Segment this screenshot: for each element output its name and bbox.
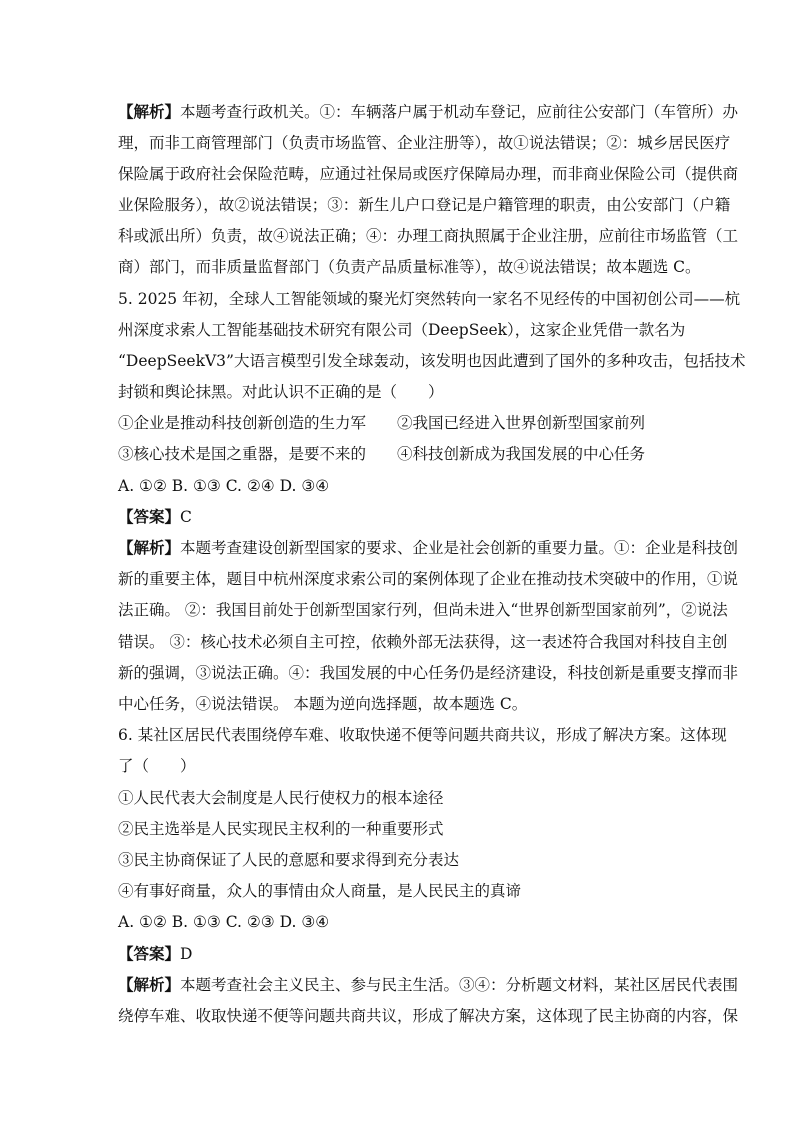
- answer-q5: 【答案】C: [118, 507, 192, 526]
- question-5-choices: A. ①② B. ①③ C. ②④ D. ③④: [118, 477, 330, 495]
- question-6-line-2: 了（ ）: [118, 757, 196, 775]
- analysis-q4-line-5: 科或派出所）负责，故④说法正确；④：办理工商执照属于企业注册，应前往市场监管（工: [118, 227, 739, 245]
- question-5-options-row-2: ③核心技术是国之重器，是要不来的 ④科技创新成为我国发展的中心任务: [118, 445, 646, 463]
- analysis-q5-line-6: 中心任务，④说法错误。 本题为逆向选择题，故本题选 C。: [118, 695, 528, 713]
- question-5-line-1: 5. 2025 年初，全球人工智能领域的聚光灯突然转向一家名不见经传的中国初创公司——杭: [118, 290, 741, 308]
- question-5-line-3: “DeepSeekV3”大语言模型引发全球轰动，该发明也因此遭到了国外的多种攻击，包括技术: [118, 352, 746, 370]
- question-6-option-1: ①人民代表大会制度是人民行使权力的根本途径: [118, 789, 444, 807]
- analysis-q6-line-1: 【解析】本题考查社会主义民主、参与民主生活。③④：分析题文材料，某社区居民代表围: [118, 975, 739, 994]
- section-label: 【解析】: [118, 975, 181, 994]
- analysis-q5-line-5: 新的强调，③说法正确。④：我国发展的中心任务仍是经济建设，科技创新是重要支撑而非: [118, 664, 739, 682]
- section-label: 【解析】: [118, 102, 181, 121]
- analysis-q4-line-6: 商）部门，而非质量监督部门（负责产品质量标准等），故④说法错误；故本题选 C。: [118, 258, 701, 276]
- analysis-q4-line-3: 保险属于政府社会保险范畴，应通过社保局或医疗保障局办理，而非商业保险公司（提供商: [118, 165, 739, 183]
- section-label: 【答案】: [118, 507, 181, 526]
- section-label: 【答案】: [118, 944, 181, 963]
- question-6-option-3: ③民主协商保证了人民的意愿和要求得到充分表达: [118, 851, 460, 869]
- analysis-q4-line-2: 理，而非工商管理部门（负责市场监管、企业注册等），故①说法错误；②：城乡居民医疗: [118, 134, 731, 152]
- question-5-options-row-1: ①企业是推动科技创新创造的生力军 ②我国已经进入世界创新型国家前列: [118, 414, 646, 432]
- question-6-line-1: 6. 某社区居民代表围绕停车难、收取快递不便等问题共商共议，形成了解决方案。这体现: [118, 726, 727, 744]
- question-6-option-4: ④有事好商量，众人的事情由众人商量，是人民民主的真谛: [118, 882, 522, 900]
- analysis-q4-line-1: 【解析】本题考查行政机关。①：车辆落户属于机动车登记，应前往公安部门（车管所）办: [118, 102, 739, 121]
- answer-q6: 【答案】D: [118, 944, 193, 963]
- analysis-q5-line-2: 新的重要主体，题目中杭州深度求索公司的案例体现了企业在推动技术突破中的作用，①说: [118, 570, 739, 588]
- analysis-q5-line-1: 【解析】本题考查建设创新型国家的要求、企业是社会创新的重要力量。①：企业是科技创: [118, 538, 739, 557]
- question-6-choices: A. ①② B. ①③ C. ②③ D. ③④: [118, 913, 330, 931]
- analysis-q5-line-3: 法正确。 ②：我国目前处于创新型国家行列，但尚未进入“世界创新型国家前列”，②说法: [118, 601, 728, 619]
- analysis-q5-line-4: 错误。 ③：核心技术必须自主可控，依赖外部无法获得，这一表述符合我国对科技自主创: [118, 633, 728, 651]
- section-label: 【解析】: [118, 538, 181, 557]
- analysis-q6-line-2: 绕停车难、收取快递不便等问题共商共议，形成了解决方案，这体现了民主协商的内容，保: [118, 1007, 739, 1025]
- question-6-option-2: ②民主选举是人民实现民主权利的一种重要形式: [118, 820, 444, 838]
- question-5-line-4: 封锁和舆论抹黑。对此认识不正确的是（ ）: [118, 383, 444, 401]
- question-5-line-2: 州深度求索人工智能基础技术研究有限公司（DeepSeek），这家企业凭借一款名为: [118, 321, 686, 339]
- analysis-q4-line-4: 业保险服务），故②说法错误；③：新生儿户口登记是户籍管理的职责，由公安部门（户籍: [118, 196, 731, 214]
